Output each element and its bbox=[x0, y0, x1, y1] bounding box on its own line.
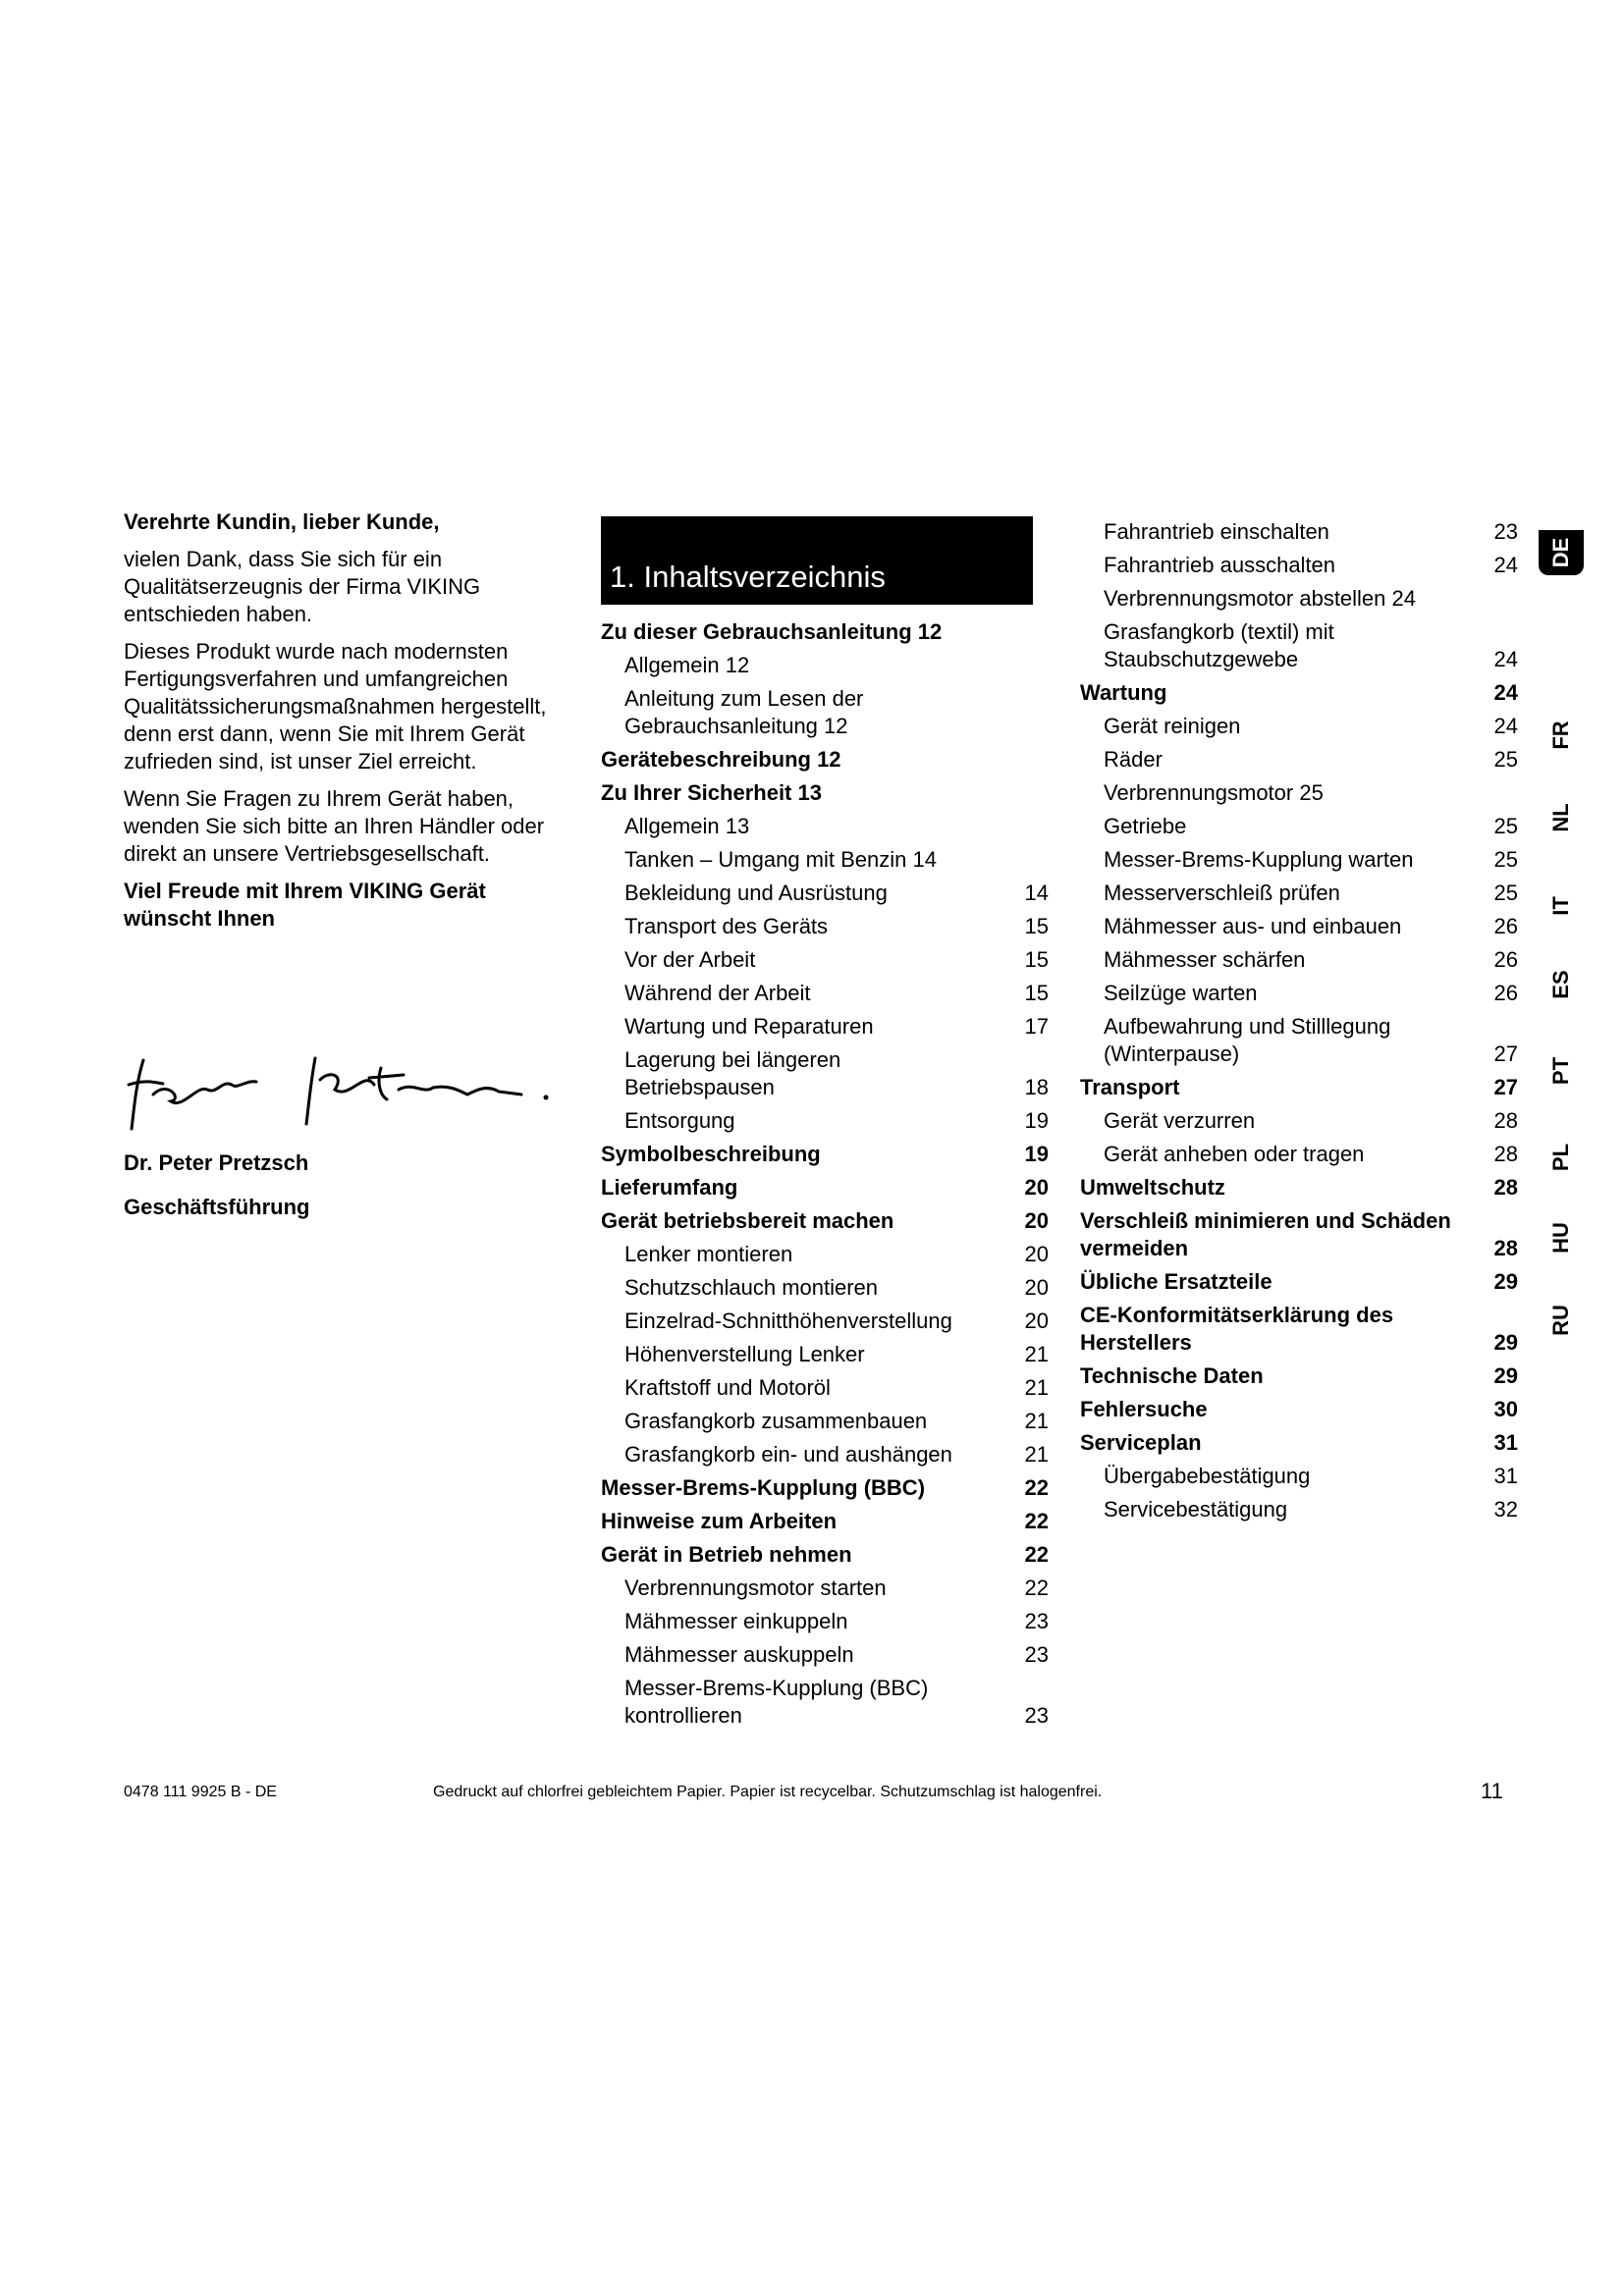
toc-column-right bbox=[1080, 0, 1522, 2296]
toc-entry-page: 29 bbox=[1493, 1363, 1518, 1388]
toc-entry-label: Messer-Brems-Kupplung (BBC) bbox=[601, 1475, 926, 1500]
language-tab-it[interactable]: IT bbox=[1548, 896, 1573, 916]
toc-entry-label: Gerät in Betrieb nehmen bbox=[601, 1542, 852, 1567]
toc-entry-page: 23 bbox=[1024, 1703, 1049, 1728]
toc-entry-page: 22 bbox=[1024, 1542, 1049, 1567]
toc-entry-label: Fahrantrieb einschalten bbox=[1104, 519, 1329, 544]
toc-entry-label: Technische Daten bbox=[1080, 1363, 1264, 1388]
letter-closing: Viel Freude mit Ihrem VIKING Gerät wünscht Ihnen bbox=[124, 879, 486, 931]
toc-entry-label: Entsorgung bbox=[624, 1108, 735, 1133]
toc-entry-label: Zu dieser Gebrauchsanleitung 12 bbox=[601, 619, 943, 644]
toc-entry-label: Mähmesser schärfen bbox=[1104, 947, 1306, 972]
page-number: 11 bbox=[1481, 1779, 1503, 1803]
language-tab-hu[interactable]: HU bbox=[1548, 1222, 1573, 1254]
toc-entry-label: Fahrantrieb ausschalten bbox=[1104, 553, 1336, 577]
toc-entry-label: Mähmesser auskuppeln bbox=[624, 1642, 854, 1667]
toc-entry-label: Grasfangkorb ein- und aushängen bbox=[624, 1442, 952, 1467]
toc-entry-page: 25 bbox=[1493, 847, 1518, 872]
toc-entry-label: Messer-Brems-Kupplung warten bbox=[1104, 847, 1414, 872]
toc-entry-page: 19 bbox=[1024, 1142, 1049, 1166]
toc-entry-label: Transport des Geräts bbox=[624, 914, 829, 938]
toc-entry-page: 24 bbox=[1493, 553, 1518, 577]
toc-entry-label: Symbolbeschreibung bbox=[601, 1142, 821, 1166]
toc-entry-label: Bekleidung und Ausrüstung bbox=[624, 881, 888, 905]
toc-entry-label: Servicebestätigung bbox=[1104, 1497, 1288, 1522]
toc-entry-label: Während der Arbeit bbox=[624, 981, 811, 1005]
toc-entry-page: 24 bbox=[1493, 680, 1518, 705]
toc-entry-label: Wartung bbox=[1080, 680, 1167, 705]
toc-entry-page: 26 bbox=[1493, 947, 1518, 972]
toc-entry-label: Zu Ihrer Sicherheit 13 bbox=[601, 780, 822, 805]
language-tab-nl[interactable]: NL bbox=[1548, 803, 1573, 832]
toc-entry-label: Gerät betriebsbereit machen bbox=[601, 1208, 894, 1233]
toc-entry-page: 21 bbox=[1024, 1409, 1049, 1433]
toc-entry-page: 27 bbox=[1493, 1075, 1518, 1099]
toc-entry-page: 15 bbox=[1024, 981, 1049, 1005]
toc-entry-label: Grasfangkorb (textil) mit Staubschutzgewebe bbox=[1104, 619, 1334, 671]
toc-entry-label: Verbrennungsmotor 25 bbox=[1104, 780, 1324, 805]
toc-entry-label: Einzelrad-Schnitthöhenverstellung bbox=[624, 1308, 952, 1333]
toc-entry-page: 28 bbox=[1493, 1142, 1518, 1166]
letter bbox=[124, 508, 556, 942]
toc-entry-page: 28 bbox=[1493, 1175, 1518, 1200]
toc-entry-label: Gerätebeschreibung 12 bbox=[601, 747, 841, 772]
language-tabs bbox=[1527, 491, 1596, 1374]
toc-entry-label: Verbrennungsmotor starten bbox=[624, 1575, 887, 1600]
toc-entry-page: 28 bbox=[1493, 1236, 1518, 1260]
toc-entry-page: 24 bbox=[1493, 647, 1518, 671]
handwritten-signature bbox=[124, 1041, 556, 1139]
toc-entry-page: 26 bbox=[1493, 914, 1518, 938]
toc-entry-label: Gerät reinigen bbox=[1104, 714, 1241, 738]
toc-entry-page: 23 bbox=[1493, 519, 1518, 544]
signer-role: Geschäftsführung bbox=[124, 1195, 310, 1219]
toc-entry-label: Tanken – Umgang mit Benzin 14 bbox=[624, 847, 937, 872]
toc-entry-label: Verbrennungsmotor abstellen 24 bbox=[1104, 586, 1416, 611]
toc-entry-label: Höhenverstellung Lenker bbox=[624, 1342, 865, 1366]
toc-entry-label: Mähmesser einkuppeln bbox=[624, 1609, 848, 1633]
toc-entry-label: Kraftstoff und Motoröl bbox=[624, 1375, 831, 1400]
toc-entry-label: Allgemein 13 bbox=[624, 814, 750, 838]
toc-entry-label: Lieferumfang bbox=[601, 1175, 738, 1200]
toc-entry-page: 29 bbox=[1493, 1330, 1518, 1355]
toc-entry-page: 22 bbox=[1024, 1575, 1049, 1600]
signer-name: Dr. Peter Pretzsch bbox=[124, 1150, 309, 1175]
toc-entry-page: 20 bbox=[1024, 1242, 1049, 1266]
toc-entry-page: 25 bbox=[1493, 814, 1518, 838]
toc-entry-label: Hinweise zum Arbeiten bbox=[601, 1509, 838, 1533]
toc-entry-page: 15 bbox=[1024, 914, 1049, 938]
toc-entry-label: Übliche Ersatzteile bbox=[1080, 1269, 1272, 1294]
toc-entry-page: 26 bbox=[1493, 981, 1518, 1005]
toc-entry-page: 23 bbox=[1024, 1609, 1049, 1633]
toc-entry-page: 20 bbox=[1024, 1275, 1049, 1300]
toc-entry-label: Messerverschleiß prüfen bbox=[1104, 881, 1340, 905]
toc-entry-label: Allgemein 12 bbox=[624, 653, 750, 677]
toc-entry-page: 31 bbox=[1493, 1430, 1518, 1455]
document-code: 0478 111 9925 B - DE bbox=[124, 1784, 277, 1800]
toc-entry-label: Lagerung bei längeren Betriebspausen bbox=[624, 1047, 841, 1099]
toc-entry-label: Vor der Arbeit bbox=[624, 947, 756, 972]
toc-entry-label: Lenker montieren bbox=[624, 1242, 793, 1266]
toc-entry-page: 19 bbox=[1024, 1108, 1049, 1133]
toc-entry-page: 24 bbox=[1493, 714, 1518, 738]
toc-entry-page: 25 bbox=[1493, 747, 1518, 772]
toc-entry-label: CE-Konformitätserklärung des Herstellers bbox=[1080, 1303, 1394, 1355]
toc-entry-page: 28 bbox=[1493, 1108, 1518, 1133]
toc-entry-label: Verschleiß minimieren und Schäden vermeiden bbox=[1080, 1208, 1451, 1260]
letter-paragraph-3: Wenn Sie Fragen zu Ihrem Gerät haben, wenden Sie sich bitte an Ihren Händler oder direkt an unsere Vertriebsgesellschaft. bbox=[124, 786, 545, 866]
toc-entry-label: Räder bbox=[1104, 747, 1163, 772]
toc-entry-page: 14 bbox=[1024, 881, 1049, 905]
toc-entry-page: 32 bbox=[1493, 1497, 1518, 1522]
toc-entry-page: 29 bbox=[1493, 1269, 1518, 1294]
toc-entry-label: Seilzüge warten bbox=[1104, 981, 1258, 1005]
toc-entry-label: Anleitung zum Lesen der Gebrauchsanleitung 12 bbox=[624, 686, 864, 738]
toc-entry-label: Fehlersuche bbox=[1080, 1397, 1208, 1421]
letter-paragraph-1: vielen Dank, dass Sie sich für ein Qualitätserzeugnis der Firma VIKING entschieden haben. bbox=[124, 547, 481, 626]
toc-entry-page: 30 bbox=[1493, 1397, 1518, 1421]
toc-entry-label: Transport bbox=[1080, 1075, 1180, 1099]
toc-entry-page: 20 bbox=[1024, 1308, 1049, 1333]
toc-entry-page: 21 bbox=[1024, 1442, 1049, 1467]
toc-entry-label: Messer-Brems-Kupplung (BBC) kontrollieren bbox=[624, 1676, 929, 1728]
toc-column-left bbox=[601, 0, 1049, 2296]
toc-entry-page: 20 bbox=[1024, 1175, 1049, 1200]
toc-entry-label: Getriebe bbox=[1104, 814, 1187, 838]
toc-entry-label: Wartung und Reparaturen bbox=[624, 1014, 874, 1039]
toc-entry-label: Gerät anheben oder tragen bbox=[1104, 1142, 1365, 1166]
toc-entry-page: 21 bbox=[1024, 1375, 1049, 1400]
toc-entry-page: 22 bbox=[1024, 1475, 1049, 1500]
letter-paragraph-2: Dieses Produkt wurde nach modernsten Fertigungsverfahren und umfangreichen Qualitätssicherungsmaßnahmen hergestellt, denn erst dann, wenn Sie mit Ihrem Gerät zufrieden sind, ist unser Ziel erreicht. bbox=[124, 639, 547, 774]
toc-entry-page: 31 bbox=[1493, 1464, 1518, 1488]
toc-entry-page: 23 bbox=[1024, 1642, 1049, 1667]
language-tab-de[interactable]: DE bbox=[1539, 530, 1584, 575]
language-tab-pt[interactable]: PT bbox=[1548, 1056, 1573, 1086]
language-tab-fr[interactable]: FR bbox=[1548, 721, 1573, 750]
letter-greeting: Verehrte Kundin, lieber Kunde, bbox=[124, 509, 440, 534]
toc-entry-page: 18 bbox=[1024, 1075, 1049, 1099]
toc-entry-label: Mähmesser aus- und einbauen bbox=[1104, 914, 1402, 938]
language-tab-ru[interactable]: RU bbox=[1548, 1305, 1573, 1336]
toc-title: 1. Inhaltsverzeichnis bbox=[610, 560, 886, 594]
toc-entry-label: Übergabebestätigung bbox=[1104, 1464, 1311, 1488]
toc-entry-label: Aufbewahrung und Stilllegung (Winterpause) bbox=[1104, 1014, 1391, 1066]
toc-entry-page: 15 bbox=[1024, 947, 1049, 972]
toc-entry-label: Schutzschlauch montieren bbox=[624, 1275, 879, 1300]
toc-entry-page: 21 bbox=[1024, 1342, 1049, 1366]
toc-entry-page: 17 bbox=[1024, 1014, 1049, 1039]
toc-entry-page: 27 bbox=[1493, 1041, 1518, 1066]
language-tab-pl[interactable]: PL bbox=[1548, 1143, 1573, 1172]
toc-entry-page: 20 bbox=[1024, 1208, 1049, 1233]
toc-entry-page: 25 bbox=[1493, 881, 1518, 905]
toc-entry-label: Grasfangkorb zusammenbauen bbox=[624, 1409, 928, 1433]
paper-note: Gedruckt auf chlorfrei gebleichtem Papier. Papier ist recycelbar. Schutzumschlag ist halogenfrei. bbox=[433, 1784, 1103, 1800]
toc-entry-label: Umweltschutz bbox=[1080, 1175, 1225, 1200]
language-tab-es[interactable]: ES bbox=[1548, 970, 1573, 999]
toc-entry-label: Serviceplan bbox=[1080, 1430, 1202, 1455]
toc-entry-label: Gerät verzurren bbox=[1104, 1108, 1256, 1133]
toc-entry-page: 22 bbox=[1024, 1509, 1049, 1533]
